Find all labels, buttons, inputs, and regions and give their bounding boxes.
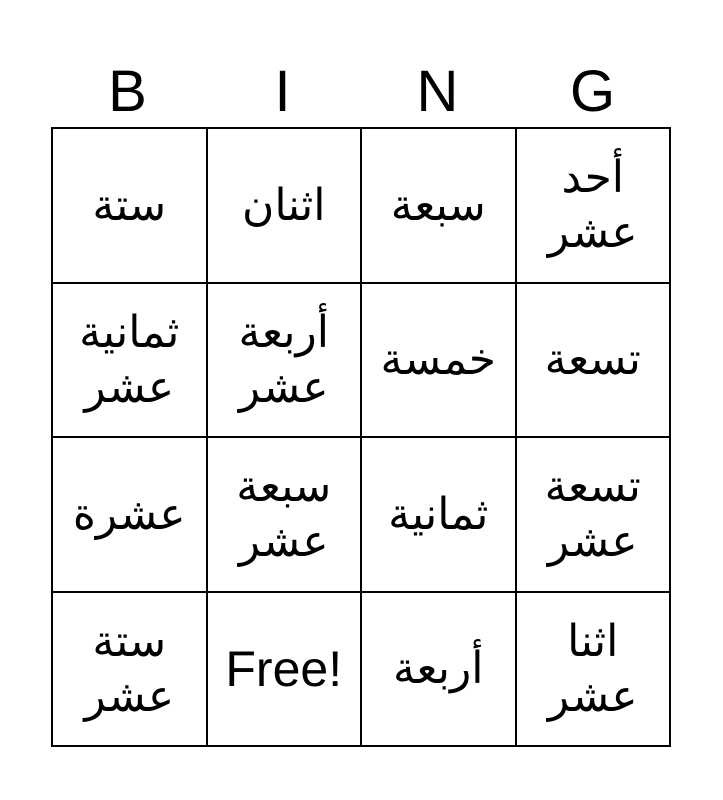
cell-text: أحد عشر bbox=[547, 153, 638, 258]
bingo-cell[interactable] bbox=[516, 283, 671, 438]
free-space-text: Free! bbox=[225, 640, 343, 697]
header-letter-i: I bbox=[274, 59, 291, 124]
cell-text: تسعة عشر bbox=[544, 462, 641, 567]
bingo-cell[interactable] bbox=[207, 128, 362, 283]
cell-text: اثنا عشر bbox=[547, 616, 638, 721]
header-letter-b: B bbox=[108, 59, 147, 124]
cell-text: خمسة bbox=[380, 335, 496, 385]
cell-text: عشرة bbox=[72, 489, 186, 539]
bingo-cell[interactable] bbox=[361, 128, 516, 283]
cell-text: سبعة bbox=[390, 180, 486, 230]
bingo-cell[interactable] bbox=[516, 592, 671, 747]
bingo-cell[interactable] bbox=[52, 283, 207, 438]
bingo-cell[interactable] bbox=[361, 592, 516, 747]
header-letter-g: G bbox=[569, 59, 616, 124]
free-space-cell[interactable] bbox=[207, 592, 362, 747]
cell-text: ستة bbox=[92, 180, 167, 230]
bingo-cell[interactable] bbox=[516, 437, 671, 592]
cell-text: تسعة bbox=[544, 335, 641, 385]
bingo-cell[interactable] bbox=[52, 437, 207, 592]
bingo-cell[interactable] bbox=[516, 128, 671, 283]
bingo-cell[interactable] bbox=[361, 437, 516, 592]
cell-text: ستة عشر bbox=[84, 616, 175, 721]
bingo-cell[interactable] bbox=[52, 592, 207, 747]
bingo-cell[interactable] bbox=[361, 283, 516, 438]
bingo-cell[interactable] bbox=[207, 437, 362, 592]
bingo-header bbox=[50, 58, 670, 126]
bingo-cell[interactable] bbox=[207, 283, 362, 438]
bingo-cell[interactable] bbox=[52, 128, 207, 283]
cell-text: اثنان bbox=[242, 180, 326, 230]
header-letter-n: N bbox=[416, 59, 459, 124]
cell-text: سبعة عشر bbox=[236, 462, 332, 567]
cell-text: أربعة عشر bbox=[238, 307, 330, 412]
cell-text: ثمانية bbox=[388, 489, 489, 539]
cell-text: ثمانية عشر bbox=[79, 307, 180, 412]
cell-text: أربعة bbox=[392, 644, 484, 694]
bingo-board bbox=[51, 127, 671, 747]
